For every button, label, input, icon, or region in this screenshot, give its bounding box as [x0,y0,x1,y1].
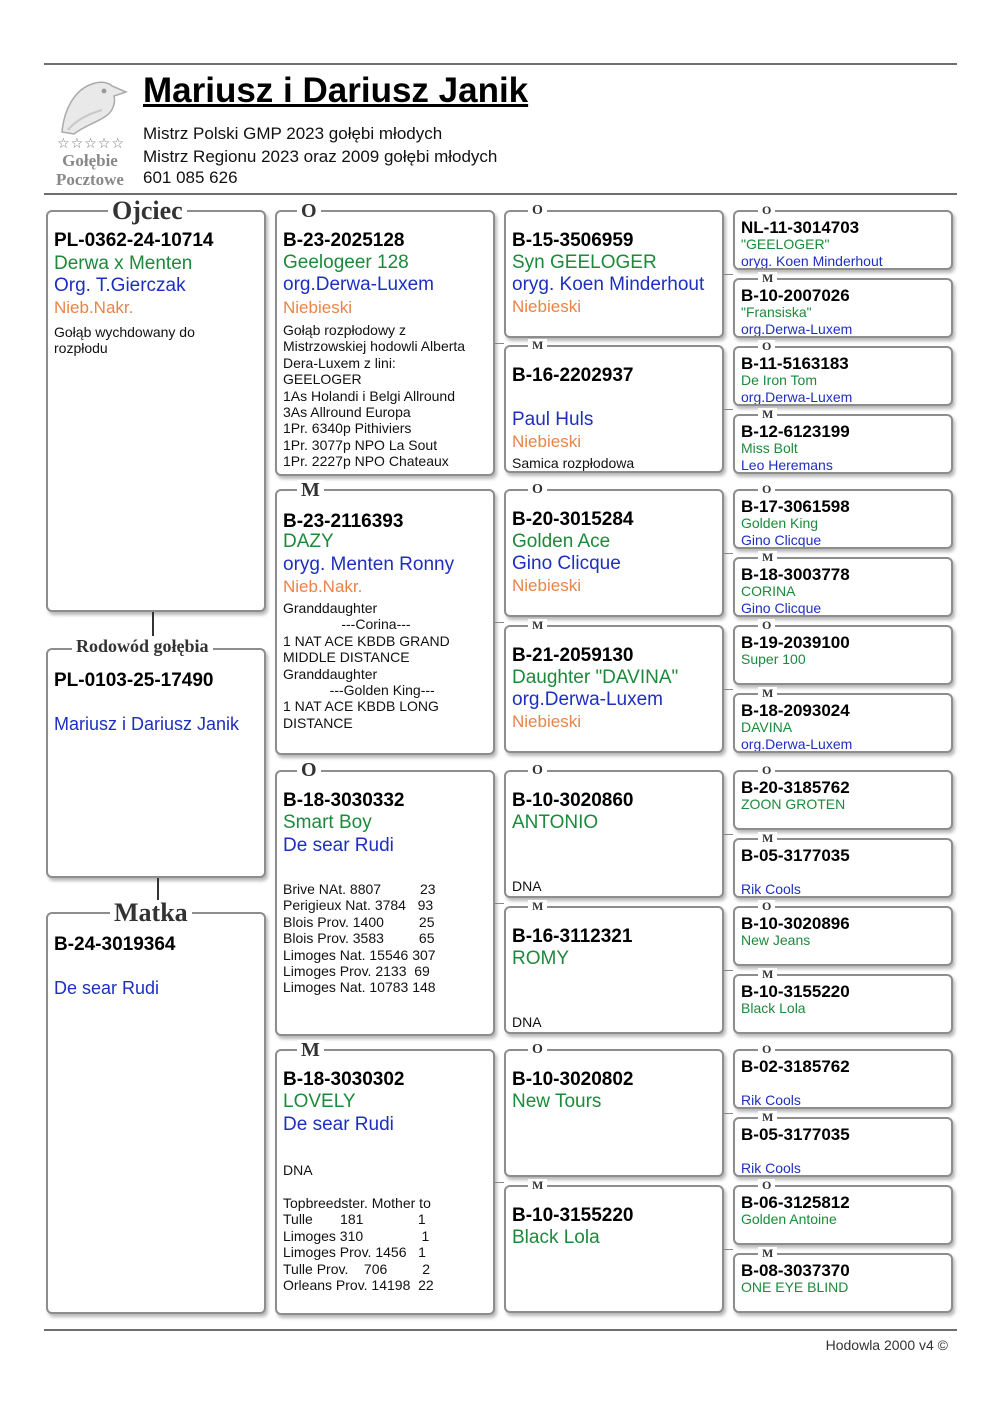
ring: B-11-5163183 [741,354,849,373]
header-rule [44,193,957,195]
ring: B-16-2202937 [512,365,634,386]
pigeon-ring: PL-0103-25-17490 [54,670,214,691]
breeder: Paul Huls [512,409,594,430]
gen4-tag: O [758,204,775,216]
dam-breeder: De sear Rudi [54,978,160,998]
pigeon-head-icon [54,72,128,136]
gen4-tag: O [758,1179,775,1191]
color: Niebieski [512,297,581,316]
gen3-tag: O [528,764,547,778]
ring: B-18-3003778 [741,565,850,584]
ring: B-21-2059130 [512,645,634,666]
sire-sire-tag: O [297,201,321,221]
pigeon-card [46,648,266,878]
breeder: Rik Cools [741,881,801,897]
name: DAVINA [741,719,793,735]
connector [724,553,733,554]
dam-sire-card [275,770,495,1036]
dam-dam-card [275,1049,495,1315]
gen4-tag: M [758,1247,777,1259]
name: De Iron Tom [741,372,817,388]
footer-credit: Hodowla 2000 v4 © [825,1337,948,1353]
breeder: org.Derwa-Luxem [741,736,853,752]
name: New Tours [512,1091,602,1112]
gen4-card [733,278,953,338]
ring: B-20-3185762 [741,778,850,797]
breeder: org.Derwa-Luxem [512,689,663,710]
ring: B-10-3020860 [512,790,634,811]
name: Miss Bolt [741,440,798,456]
sire-dam-card [275,489,495,755]
color: Niebieski [512,712,581,731]
breeder: Gino Clicque [741,600,822,616]
color: Niebieski [512,576,581,595]
gen4-card [733,1185,953,1245]
name: CORINA [741,583,796,599]
gen4-tag: O [758,764,775,776]
gen3-card [504,489,724,617]
gen3-card [504,625,724,753]
gen4-card [733,414,953,474]
gen3-tag: O [528,1043,547,1057]
gen4-card [733,1253,953,1313]
gen3-card [504,770,724,898]
logo-stars: ☆☆☆☆☆ [57,136,125,152]
breeder: Rik Cools [741,1160,801,1176]
gen3-tag: M [528,900,547,912]
bottom-rule [44,1329,957,1331]
name: Geelogeer 128 [283,252,409,273]
gen3-card [504,210,724,338]
name: DAZY [283,531,334,552]
dna: DNA [512,1014,542,1030]
gen3-tag: O [528,483,547,497]
logo-text-1: Gołębie [62,151,118,170]
ring: B-16-3112321 [512,926,633,947]
connector [152,612,154,636]
ring: B-17-3061598 [741,497,850,516]
dam-sire-tag: O [297,760,321,780]
dam-dam-tag: M [297,1040,324,1060]
name: Golden Antoine [741,1211,837,1227]
ring: B-20-3015284 [512,509,634,530]
name: "GEELOGER" [741,236,830,252]
dna: DNA [512,878,542,894]
ring: B-05-3177035 [741,846,850,865]
note: Brive NAt. 8807 23 Perigieux Nat. 3784 93 Blois Prov. 1400 25 Blois Prov. 3583 65 Limoges Nat. 15546 307 Limoges Prov. 2133 69 Limoges Nat. 10783 148 [283,881,436,996]
header-phone: 601 085 626 [143,168,238,187]
sire-color: Nieb.Nakr. [54,298,134,317]
connector [724,1113,733,1114]
ring: B-05-3177035 [741,1125,850,1144]
gen4-tag: O [758,900,775,912]
ring: B-15-3506959 [512,230,634,251]
color: Niebieski [512,432,581,451]
connector [724,1249,733,1250]
note: Samica rozpłodowa [512,455,635,471]
logo [44,72,136,190]
name: ROMY [512,948,569,969]
name: New Jeans [741,932,811,948]
gen4-card [733,838,953,898]
note: Topbreedster. Mother to Tulle 181 1 Limoges 310 1 Limoges Prov. 1456 1 Tulle Prov. 706 2 Orleans Prov. 14198 22 [283,1195,434,1294]
breeder: oryg. Koen Minderhout [741,253,883,269]
gen4-tag: O [758,340,775,352]
pigeon-label: Rodowód gołębia [72,637,213,655]
name: ZOON GROTEN [741,796,846,812]
name: Black Lola [512,1227,600,1248]
gen4-card [733,1049,953,1109]
sire-card [46,210,266,612]
name: Golden King [741,515,819,531]
gen4-card [733,906,953,966]
gen4-tag: O [758,483,775,495]
breeder: De sear Rudi [283,1114,394,1135]
ring: B-06-3125812 [741,1193,850,1212]
gen4-card [733,625,953,685]
ring: B-10-3020802 [512,1069,634,1090]
breeder: oryg. Koen Minderhout [512,274,705,295]
name: LOVELY [283,1091,356,1112]
name: Daughter "DAVINA" [512,667,679,688]
gen4-tag: O [758,1043,775,1055]
connector [495,343,504,344]
name: Smart Boy [283,812,372,833]
gen4-tag: O [758,619,775,631]
gen3-tag: M [528,1179,547,1191]
breeder: org.Derwa-Luxem [741,389,853,405]
connector [724,689,733,690]
connector [724,834,733,835]
gen4-tag: M [758,968,777,980]
connector [495,1182,504,1183]
connector [724,970,733,971]
ring: B-19-2039100 [741,633,850,652]
color: Nieb.Nakr. [283,577,363,596]
pigeon-owner: Mariusz i Dariusz Janik [54,714,240,734]
ring: B-08-3037370 [741,1261,850,1280]
breeder: org.Derwa-Luxem [741,321,853,337]
page-title: Mariusz i Dariusz Janik [143,71,529,110]
breeder: De sear Rudi [283,835,394,856]
gen4-card [733,1117,953,1177]
note: Granddaughter ---Corina--- 1 NAT ACE KBDB GRAND MIDDLE DISTANCE Granddaughter ---Golden King--- 1 NAT ACE KBDB LONG DISTANCE [283,600,450,731]
name: Super 100 [741,651,806,667]
gen4-card [733,489,953,549]
name: Syn GEELOGER [512,252,657,273]
ring: B-02-3185762 [741,1057,850,1076]
ring: B-10-3155220 [512,1205,634,1226]
ring: B-10-3155220 [741,982,850,1001]
name: ONE EYE BLIND [741,1279,849,1295]
connector [724,409,733,410]
connector [724,274,733,275]
breeder: Leo Heremans [741,457,833,473]
dam-card [46,912,266,1314]
top-rule [44,63,957,65]
gen4-tag: M [758,1111,777,1123]
logo-text-2: Pocztowe [56,170,124,189]
header-line-1: Mistrz Polski GMP 2023 gołębi młodych [143,124,443,143]
dam-label: Matka [110,900,192,926]
ring: B-18-2093024 [741,701,850,720]
breeder: oryg. Menten Ronny [283,554,455,575]
sire-label: Ojciec [108,198,187,224]
dam-ring: B-24-3019364 [54,934,176,955]
sire-ring: PL-0362-24-10714 [54,230,214,251]
gen3-card [504,906,724,1034]
breeder: org.Derwa-Luxem [283,274,434,295]
ring: B-18-3030332 [283,790,405,811]
ring: B-12-6123199 [741,422,850,441]
connector [495,903,504,904]
gen4-tag: M [758,272,777,284]
ring: NL-11-3014703 [741,218,860,237]
name: Golden Ace [512,531,611,552]
connector [495,622,504,623]
gen4-card [733,557,953,617]
breeder: Gino Clicque [512,553,621,574]
name: ANTONIO [512,812,599,833]
sire-sire-card [275,210,495,476]
name: "Fransiska" [741,304,812,320]
gen4-tag: M [758,551,777,563]
breeder: Gino Clicque [741,532,822,548]
gen4-card [733,210,953,270]
gen3-tag: M [528,619,547,631]
gen4-card [733,346,953,406]
ring: B-10-2007026 [741,286,850,305]
sire-note: Gołąb wychdowany do rozpłodu [54,324,195,357]
ring: B-23-2025128 [283,230,405,251]
sire-breeder: Org. T.Gierczak [54,275,186,296]
name: Black Lola [741,1000,806,1016]
gen4-card [733,974,953,1034]
gen3-tag: O [528,204,547,218]
gen3-card [504,1049,724,1177]
ring: B-23-2116393 [283,511,404,532]
note: Gołąb rozpłodowy z Mistrzowskiej hodowli Alberta Dera-Luxem z lini: GEELOGER 1As Holandi i Belgi Allround 3As Allround Europa 1Pr. 6340p Pithiviers 1Pr. 3077p NPO La Sout 1Pr. 2227p NPO Chateaux [283,322,466,470]
ring: B-18-3030302 [283,1069,405,1090]
gen4-tag: M [758,832,777,844]
gen3-card [504,345,724,473]
breeder: Rik Cools [741,1092,801,1108]
dna: DNA [283,1162,313,1178]
gen3-tag: M [528,339,547,351]
ring: B-10-3020896 [741,914,850,933]
header-line-2: Mistrz Regionu 2023 oraz 2009 gołębi młodych [143,147,498,166]
gen4-tag: M [758,687,777,699]
sire-name: Derwa x Menten [54,253,193,274]
sire-dam-tag: M [297,480,324,500]
gen3-card [504,1185,724,1313]
gen4-card [733,693,953,753]
gen4-tag: M [758,408,777,420]
color: Niebieski [283,298,352,317]
gen4-card [733,770,953,830]
